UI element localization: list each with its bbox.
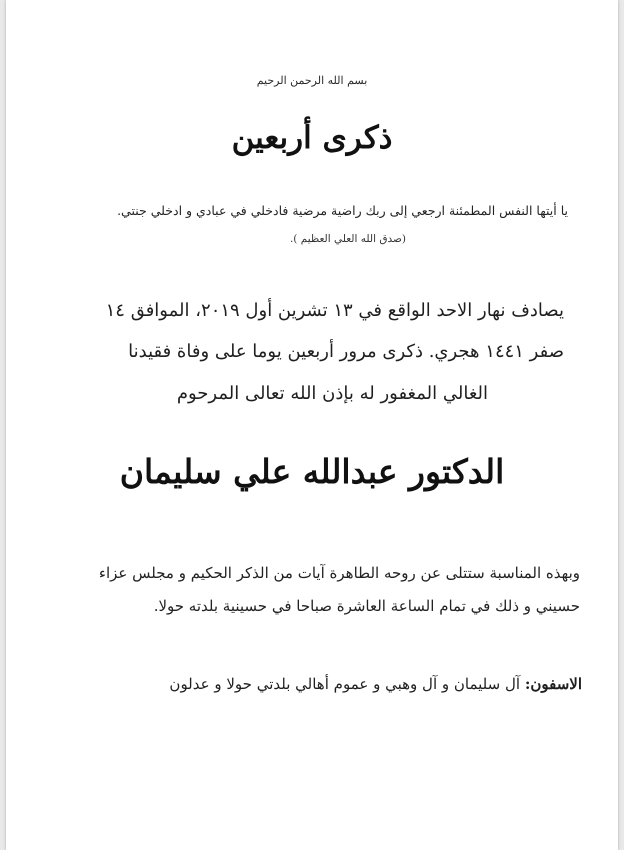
mourners-line	[169, 675, 582, 693]
mourners-label: الاسفون:	[524, 675, 582, 693]
announcement-line-2: صفر ١٤٤١ هجري. ذكرى مرور أربعين يوما على وفاة فقيدنا	[128, 341, 564, 362]
announcement-line-3: الغالي المغفور له بإذن الله تعالى المرحوم	[176, 383, 488, 404]
verse-source: (صدق الله العلي العظيم ).	[289, 233, 406, 245]
obituary-document	[6, 0, 618, 850]
basmala: بسم الله الرحمن الرحيم	[256, 74, 368, 87]
occasion-line-2: حسيني و ذلك في تمام الساعة العاشرة صباحا في حسينية بلدته حولا.	[153, 597, 580, 615]
occasion-line-1: وبهذه المناسبة ستتلى عن روحه الطاهرة آيات من الذكر الحكيم و مجلس عزاء	[98, 564, 580, 582]
announcement-line-1: يصادف نهار الاحد الواقع في ١٣ تشرين أول ٢٠١٩، الموافق ١٤	[105, 300, 564, 321]
deceased-name: الدكتور عبدالله علي سليمان	[119, 452, 505, 491]
paper-sheet	[6, 0, 618, 850]
document-title: ذكرى أربعين	[231, 120, 393, 156]
quran-verse: يا أيتها النفس المطمئنة ارجعي إلى ربك راضية مرضية فادخلي في عبادي و ادخلي جنتي.	[117, 203, 568, 218]
mourners-names: آل سليمان و آل وهبي و عموم أهالي بلدتي حولا و عدلون	[169, 675, 525, 693]
